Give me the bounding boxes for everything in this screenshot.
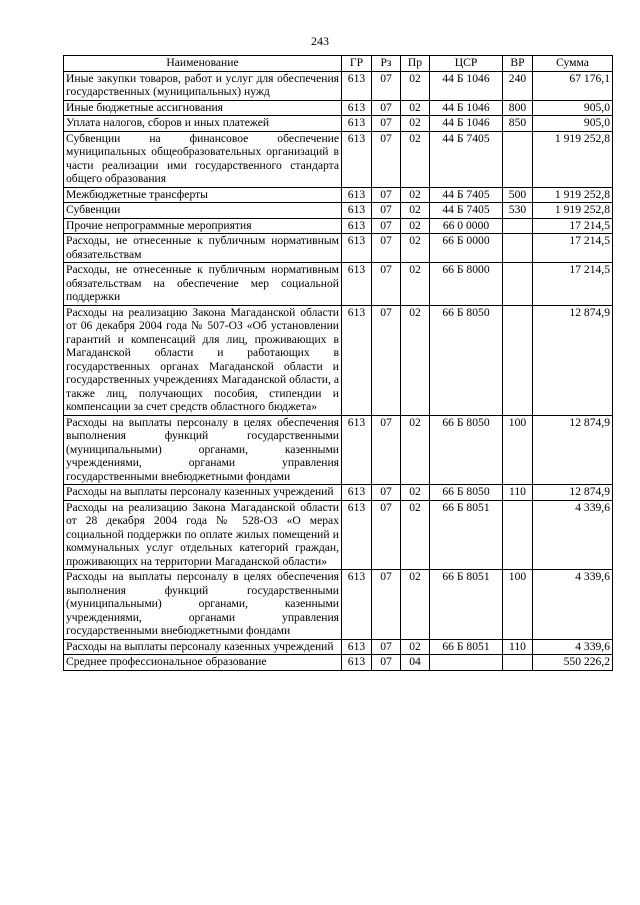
- column-header-vr: ВР: [503, 56, 533, 72]
- cell-gr: 613: [342, 415, 372, 485]
- cell-vr: [503, 131, 533, 187]
- column-header-pr: Пр: [401, 56, 430, 72]
- cell-vr: [503, 263, 533, 306]
- table-row: [64, 187, 613, 203]
- cell-name: Расходы, не отнесенные к публичным нормативным обязательствам на обеспечение мер социальной поддержки: [64, 263, 342, 306]
- cell-pr: 02: [401, 263, 430, 306]
- cell-pr: 02: [401, 218, 430, 234]
- page-number: 243: [311, 34, 329, 48]
- cell-csr: 66 Б 8050: [430, 305, 503, 415]
- cell-vr: 100: [503, 415, 533, 485]
- cell-name: Межбюджетные трансферты: [64, 187, 342, 203]
- cell-rz: 07: [372, 639, 401, 655]
- table-row: [64, 655, 613, 671]
- cell-gr: 613: [342, 500, 372, 570]
- cell-sum: 905,0: [533, 100, 613, 116]
- cell-csr: 66 0 0000: [430, 218, 503, 234]
- table-row: [64, 218, 613, 234]
- table-row: [64, 234, 613, 263]
- cell-pr: 02: [401, 570, 430, 640]
- cell-vr: 530: [503, 203, 533, 219]
- cell-csr: 44 Б 1046: [430, 71, 503, 100]
- cell-rz: 07: [372, 234, 401, 263]
- cell-gr: 613: [342, 100, 372, 116]
- table-row: [64, 415, 613, 485]
- cell-gr: 613: [342, 263, 372, 306]
- cell-csr: 66 Б 8050: [430, 415, 503, 485]
- cell-sum: 1 919 252,8: [533, 131, 613, 187]
- cell-sum: 67 176,1: [533, 71, 613, 100]
- cell-pr: 02: [401, 500, 430, 570]
- cell-gr: 613: [342, 116, 372, 132]
- cell-csr: 66 Б 8051: [430, 500, 503, 570]
- cell-vr: 110: [503, 485, 533, 501]
- cell-vr: [503, 500, 533, 570]
- cell-sum: 4 339,6: [533, 639, 613, 655]
- cell-sum: 17 214,5: [533, 234, 613, 263]
- cell-rz: 07: [372, 305, 401, 415]
- cell-sum: 4 339,6: [533, 570, 613, 640]
- cell-gr: 613: [342, 218, 372, 234]
- cell-vr: 500: [503, 187, 533, 203]
- cell-csr: 44 Б 1046: [430, 116, 503, 132]
- cell-vr: [503, 234, 533, 263]
- cell-pr: 02: [401, 234, 430, 263]
- cell-name: Расходы на выплаты персоналу казенных учреждений: [64, 639, 342, 655]
- cell-name: Субвенции на финансовое обеспечение муниципальных общеобразовательных организаций в части реализации ими государственного стандарта общего образования: [64, 131, 342, 187]
- cell-csr: 66 Б 8000: [430, 263, 503, 306]
- cell-csr: 66 Б 8050: [430, 485, 503, 501]
- cell-rz: 07: [372, 263, 401, 306]
- table-header-row: [64, 56, 613, 72]
- cell-rz: 07: [372, 131, 401, 187]
- table-row: [64, 131, 613, 187]
- column-header-sum: Сумма: [533, 56, 613, 72]
- cell-pr: 04: [401, 655, 430, 671]
- cell-name: Субвенции: [64, 203, 342, 219]
- cell-sum: 4 339,6: [533, 500, 613, 570]
- table-body: [64, 71, 613, 670]
- cell-pr: 02: [401, 305, 430, 415]
- table-row: [64, 485, 613, 501]
- cell-rz: 07: [372, 116, 401, 132]
- cell-rz: 07: [372, 187, 401, 203]
- cell-csr: 66 Б 8051: [430, 570, 503, 640]
- column-header-rz: Рз: [372, 56, 401, 72]
- cell-pr: 02: [401, 485, 430, 501]
- cell-vr: 240: [503, 71, 533, 100]
- cell-csr: 66 Б 8051: [430, 639, 503, 655]
- table-row: [64, 100, 613, 116]
- cell-rz: 07: [372, 415, 401, 485]
- cell-vr: [503, 655, 533, 671]
- cell-csr: 44 Б 7405: [430, 203, 503, 219]
- cell-sum: 905,0: [533, 116, 613, 132]
- cell-gr: 613: [342, 187, 372, 203]
- cell-pr: 02: [401, 639, 430, 655]
- budget-table: [63, 55, 613, 671]
- table-row: [64, 639, 613, 655]
- cell-vr: 800: [503, 100, 533, 116]
- cell-sum: 17 214,5: [533, 218, 613, 234]
- cell-vr: [503, 305, 533, 415]
- cell-pr: 02: [401, 187, 430, 203]
- cell-name: Расходы на выплаты персоналу казенных учреждений: [64, 485, 342, 501]
- cell-gr: 613: [342, 234, 372, 263]
- cell-vr: 100: [503, 570, 533, 640]
- cell-vr: 110: [503, 639, 533, 655]
- cell-gr: 613: [342, 485, 372, 501]
- cell-csr: [430, 655, 503, 671]
- cell-sum: 1 919 252,8: [533, 203, 613, 219]
- cell-pr: 02: [401, 100, 430, 116]
- cell-vr: [503, 218, 533, 234]
- cell-name: Расходы на выплаты персоналу в целях обеспечения выполнения функций государственными (муниципальными) органами, казенными учреждениями, органами управления государственными внебюджетными фондами: [64, 415, 342, 485]
- cell-name: Расходы, не отнесенные к публичным нормативным обязательствам: [64, 234, 342, 263]
- cell-gr: 613: [342, 71, 372, 100]
- cell-pr: 02: [401, 415, 430, 485]
- column-header-name: Наименование: [64, 56, 342, 72]
- column-header-csr: ЦСР: [430, 56, 503, 72]
- cell-sum: 12 874,9: [533, 415, 613, 485]
- cell-name: Уплата налогов, сборов и иных платежей: [64, 116, 342, 132]
- cell-sum: 17 214,5: [533, 263, 613, 306]
- cell-gr: 613: [342, 305, 372, 415]
- cell-vr: 850: [503, 116, 533, 132]
- table-row: [64, 116, 613, 132]
- cell-gr: 613: [342, 131, 372, 187]
- column-header-gr: ГР: [342, 56, 372, 72]
- cell-gr: 613: [342, 639, 372, 655]
- cell-gr: 613: [342, 655, 372, 671]
- cell-name: Иные закупки товаров, работ и услуг для обеспечения государственных (муниципальных) нужд: [64, 71, 342, 100]
- cell-rz: 07: [372, 100, 401, 116]
- table-row: [64, 500, 613, 570]
- cell-sum: 550 226,2: [533, 655, 613, 671]
- cell-pr: 02: [401, 131, 430, 187]
- cell-pr: 02: [401, 203, 430, 219]
- cell-name: Расходы на выплаты персоналу в целях обеспечения выполнения функций государственными (муниципальными) органами, казенными учреждениями, органами управления государственными внебюджетными фондами: [64, 570, 342, 640]
- cell-name: Расходы на реализацию Закона Магаданской области от 06 декабря 2004 года № 507-ОЗ «Об установлении гарантий и компенсаций для лиц, проживающих в Магаданской области и работающих в государственных органах Магаданской области и государственных учреждениях Магаданской области, а также лиц, получающих пособия, стипендии и компенсации за счет средств областного бюджета»: [64, 305, 342, 415]
- cell-rz: 07: [372, 71, 401, 100]
- cell-rz: 07: [372, 570, 401, 640]
- cell-sum: 12 874,9: [533, 305, 613, 415]
- cell-pr: 02: [401, 71, 430, 100]
- cell-gr: 613: [342, 570, 372, 640]
- cell-rz: 07: [372, 500, 401, 570]
- cell-csr: 44 Б 7405: [430, 131, 503, 187]
- cell-gr: 613: [342, 203, 372, 219]
- table-row: [64, 570, 613, 640]
- cell-sum: 12 874,9: [533, 485, 613, 501]
- cell-sum: 1 919 252,8: [533, 187, 613, 203]
- cell-name: Среднее профессиональное образование: [64, 655, 342, 671]
- table-row: [64, 305, 613, 415]
- cell-name: Прочие непрограммные мероприятия: [64, 218, 342, 234]
- cell-csr: 66 Б 0000: [430, 234, 503, 263]
- table-row: [64, 203, 613, 219]
- cell-csr: 44 Б 1046: [430, 100, 503, 116]
- cell-name: Иные бюджетные ассигнования: [64, 100, 342, 116]
- cell-rz: 07: [372, 655, 401, 671]
- table-row: [64, 263, 613, 306]
- cell-rz: 07: [372, 203, 401, 219]
- table-row: [64, 71, 613, 100]
- cell-name: Расходы на реализацию Закона Магаданской области от 28 декабря 2004 года № 528-ОЗ «О мерах социальной поддержки по оплате жилых помещений и коммунальных услуг отдельных категорий граждан, проживающих на территории Магаданской области»: [64, 500, 342, 570]
- cell-rz: 07: [372, 218, 401, 234]
- cell-rz: 07: [372, 485, 401, 501]
- cell-pr: 02: [401, 116, 430, 132]
- cell-csr: 44 Б 7405: [430, 187, 503, 203]
